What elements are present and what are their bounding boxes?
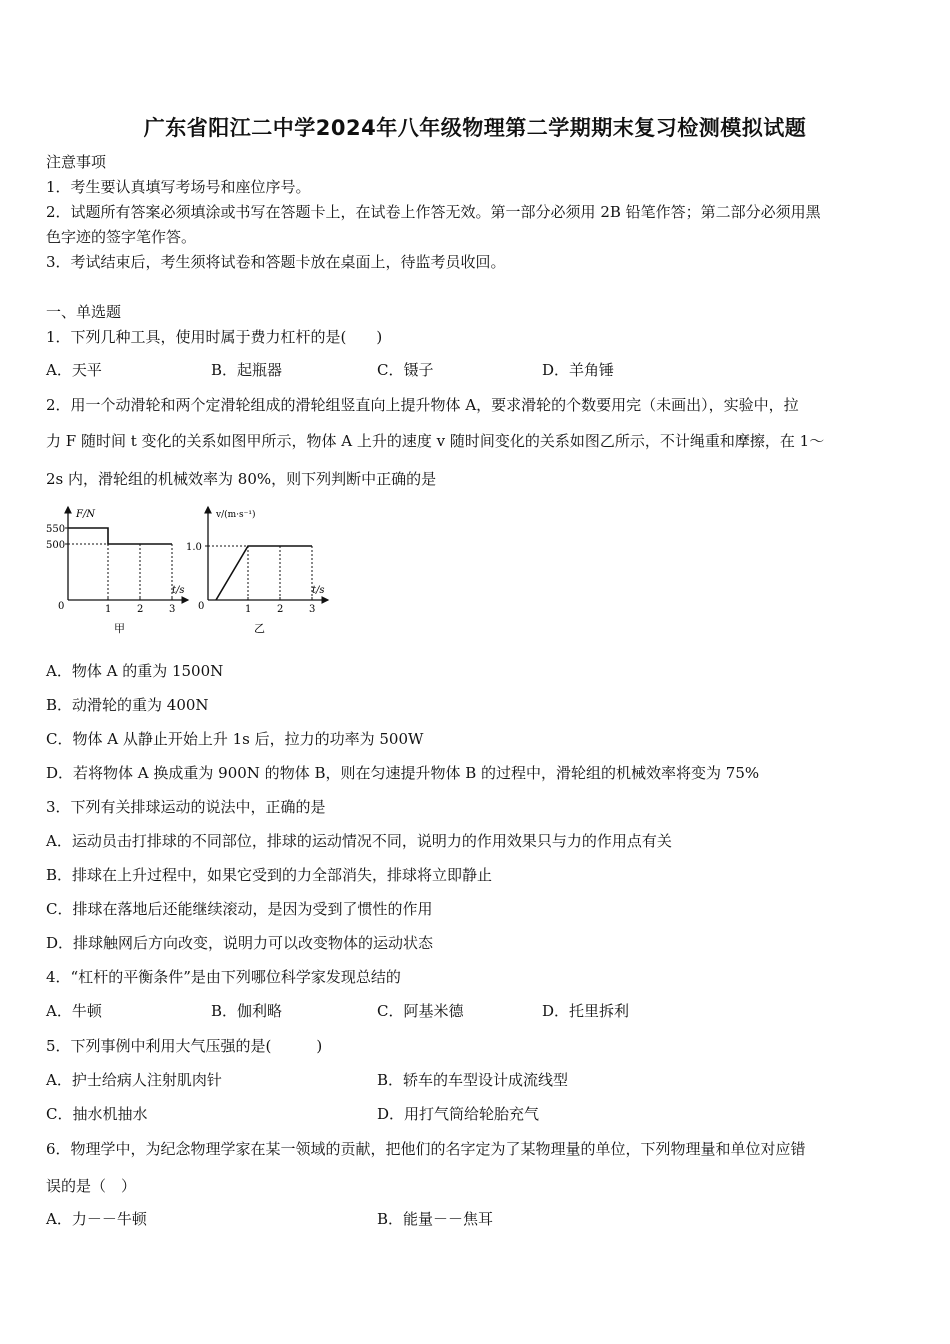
q2-option-b[interactable]: B．动滑轮的重为 400N [46,696,209,714]
chart-yi-title: 乙 [254,622,265,635]
q3-option-d[interactable]: D．排球触网后方向改变，说明力可以改变物体的运动状态 [46,934,434,952]
q4-option-a[interactable]: A．牛顿 [46,1002,102,1020]
q6-option-b[interactable]: B．能量－－焦耳 [377,1210,494,1228]
q4-option-c[interactable]: C．阿基米德 [377,1002,464,1020]
q1-option-c[interactable]: C．镊子 [377,361,434,379]
q6-stem-line: 6．物理学中，为纪念物理学家在某一领域的贡献，把他们的名字定为了某物理量的单位，下列物理量和单位对应错 [46,1140,806,1158]
notice-item: 1．考生要认真填写考场号和座位序号。 [46,178,311,196]
q2-stem-line: 2．用一个动滑轮和两个定滑轮组成的滑轮组竖直向上提升物体 A，要求滑轮的个数要用完（未画出），实验中，拉 [46,396,799,414]
q2-figures [44,505,344,640]
chart-jia-ytick: 500 [46,540,66,551]
q5-option-a[interactable]: A．护士给病人注射肌肉针 [46,1071,222,1089]
chart-yi [186,507,328,635]
chart-jia-xtick: 1 [105,604,112,615]
chart-yi-xtick: 3 [309,604,316,615]
q4-option-b[interactable]: B．伽利略 [211,1002,283,1020]
q2-option-c[interactable]: C．物体 A 从静止开始上升 1s 后，拉力的功率为 500W [46,730,424,748]
chart-yi-ylabel: v/(m·s⁻¹) [216,510,256,520]
q1-option-d[interactable]: D．羊角锤 [542,361,615,379]
chart-jia-ylabel: F/N [76,509,96,520]
q2-option-a[interactable]: A．物体 A 的重为 1500N [46,662,224,680]
chart-jia-origin: 0 [58,601,65,612]
chart-jia-xtick: 2 [137,604,144,615]
chart-yi-ytick: 1.0 [186,542,202,553]
chart-jia-xlabel: t/s [172,585,185,596]
notice-item: 色字迹的签字笔作答。 [46,228,197,246]
q3-option-a[interactable]: A．运动员击打排球的不同部位，排球的运动情况不同，说明力的作用效果只与力的作用点有关 [46,832,672,850]
q6-option-a[interactable]: A．力－－牛顿 [46,1210,147,1228]
chart-yi-xlabel: t/s [312,585,325,596]
chart-yi-series-line [216,546,312,600]
q4-option-d[interactable]: D．托里拆利 [542,1002,630,1020]
q2-stem-line: 2s 内，滑轮组的机械效率为 80%，则下列判断中正确的是 [46,470,437,488]
q3-stem: 3．下列有关排球运动的说法中，正确的是 [46,798,326,816]
chart-yi-xtick: 2 [277,604,284,615]
chart-jia-title: 甲 [114,622,125,635]
q2-option-d[interactable]: D．若将物体 A 换成重为 900N 的物体 B，则在匀速提升物体 B 的过程中，滑轮组的机械效率将变为 75% [46,764,760,782]
q5-option-d[interactable]: D．用打气筒给轮胎充气 [377,1105,540,1123]
q2-stem-line: 力 F 随时间 t 变化的关系如图甲所示，物体 A 上升的速度 v 随时间变化的关系如图乙所示，不计绳重和摩擦，在 1～ [46,432,825,450]
q4-stem: 4．“杠杆的平衡条件”是由下列哪位科学家发现总结的 [46,968,401,986]
q3-option-c[interactable]: C．排球在落地后还能继续滚动，是因为受到了惯性的作用 [46,900,433,918]
chart-yi-xtick: 1 [245,604,252,615]
section-heading: 一、单选题 [46,303,122,321]
q1-option-a[interactable]: A．天平 [46,361,102,379]
chart-yi-origin: 0 [198,601,205,612]
q1-stem: 1．下列几种工具，使用时属于费力杠杆的是( ) [46,328,383,346]
q3-option-b[interactable]: B．排球在上升过程中，如果它受到的力全部消失，排球将立即静止 [46,866,493,884]
notice-item: 2．试题所有答案必须填涂或书写在答题卡上，在试卷上作答无效。第一部分必须用 2B 铅笔作答；第二部分必须用黑 [46,203,821,221]
q5-option-c[interactable]: C．抽水机抽水 [46,1105,148,1123]
q6-stem-line: 误的是（ ） [46,1177,137,1195]
page-title: 广东省阳江二中学2024年八年级物理第二学期期末复习检测模拟试题 [143,116,807,140]
q1-option-b[interactable]: B．起瓶器 [211,361,283,379]
chart-jia-xtick: 3 [169,604,176,615]
q5-stem: 5．下列事例中利用大气压强的是( ) [46,1037,323,1055]
chart-jia [46,507,188,635]
chart-jia-series-line [68,528,172,544]
chart-jia-ytick: 550 [46,524,66,535]
notice-item: 3．考试结束后，考生须将试卷和答题卡放在桌面上，待监考员收回。 [46,253,506,271]
q5-option-b[interactable]: B．轿车的车型设计成流线型 [377,1071,569,1089]
notice-heading: 注意事项 [46,153,107,171]
